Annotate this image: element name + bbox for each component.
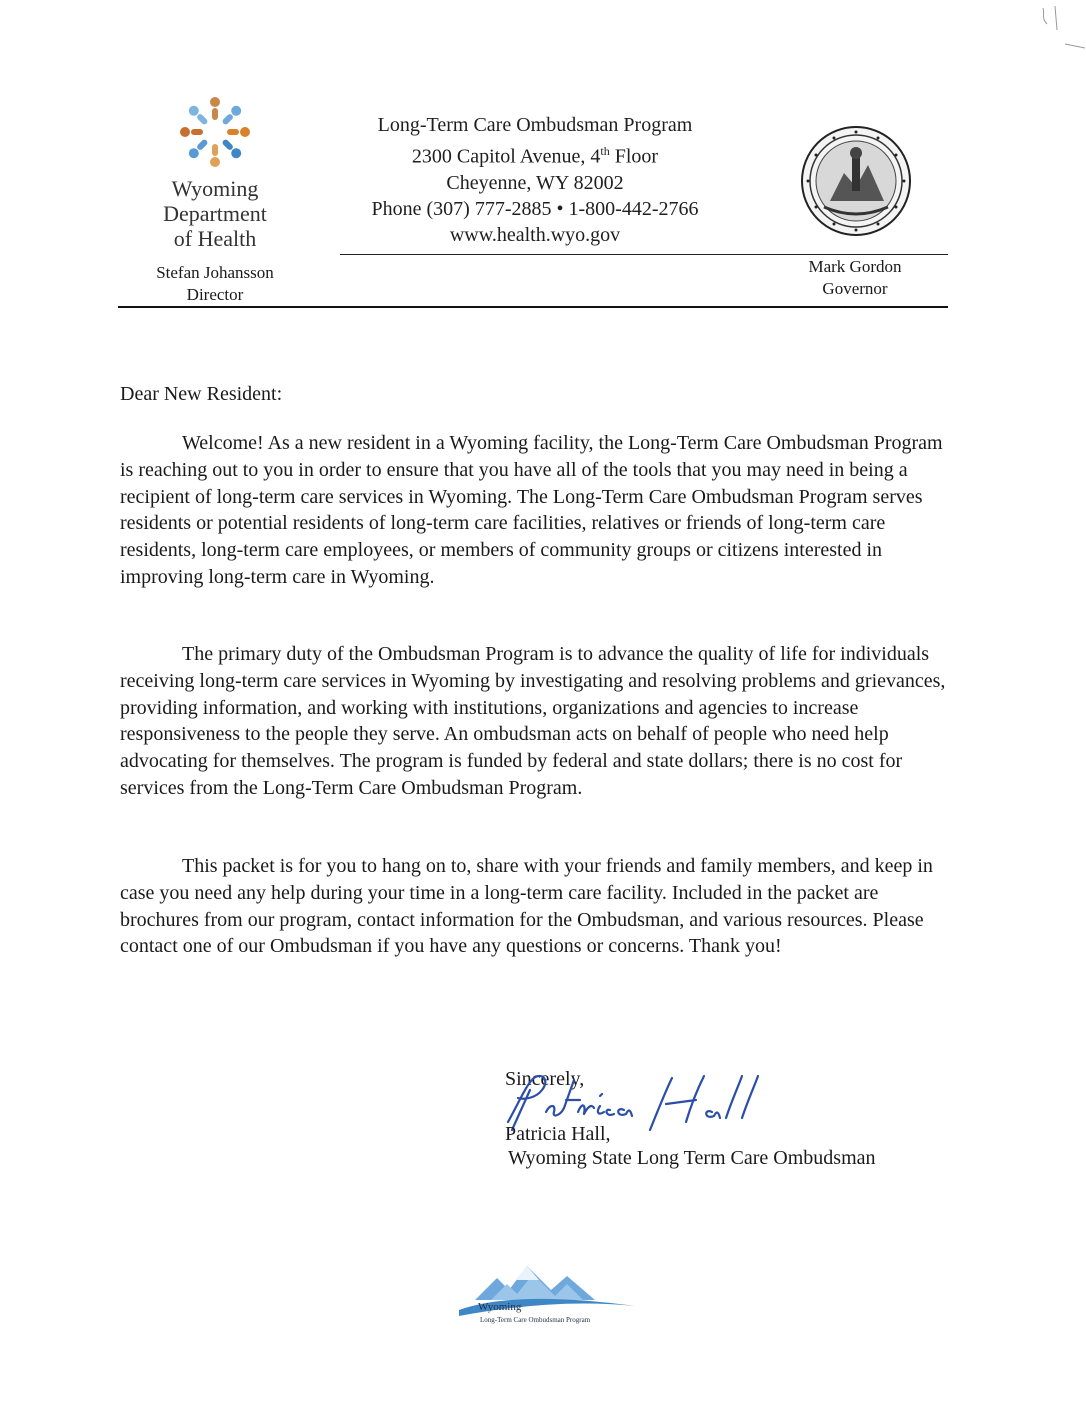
director-title: Director <box>186 285 244 304</box>
closing: Sincerely, <box>505 1068 585 1090</box>
signer-name: Patricia Hall, <box>505 1123 611 1145</box>
director-block <box>130 262 300 306</box>
program-website: www.health.wyo.gov <box>449 223 621 246</box>
footer-logo-word: Wyoming <box>478 1301 522 1313</box>
header-divider-top <box>340 254 948 255</box>
header-divider-bottom <box>118 306 948 308</box>
governor-block <box>780 256 930 300</box>
signer-title: Wyoming State Long Term Care Ombudsman <box>508 1147 876 1169</box>
program-address: 2300 Capitol Avenue, 4th Floor <box>411 144 659 168</box>
salutation: Dear New Resident: <box>120 383 283 405</box>
program-name: Long-Term Care Ombudsman Program <box>377 114 693 136</box>
body-paragraph-1: Welcome! As a new resident in a Wyoming facility, the Long-Term Care Ombudsman Program is reaching out to you in order to ensure that you have all of the tools that you may need in being a recipient of long-term care services in Wyoming. The Long-Term Care Ombudsman Program serves residents or potential residents of long-term care facilities, relatives or friends of long-term care residents, long-term care employees, or members of community groups or citizens interested in improving long-term care in Wyoming. <box>120 432 943 588</box>
director-name: Stefan Johansson <box>156 263 274 282</box>
program-city: Cheyenne, WY 82002 <box>446 171 624 194</box>
body-paragraph-2: The primary duty of the Ombudsman Program is to advance the quality of life for individuals receiving long-term care services in Wyoming by investigating and resolving problems and grievances, providing information, and working with institutions, organizations and agencies to increase responsiveness to the people they serve. An ombudsman acts on behalf of people who need help advocating for themselves. The program is funded by federal and state dollars; there is no cost for services from the Long-Term Care Ombudsman Program. <box>120 643 946 799</box>
program-address-block <box>340 112 730 248</box>
program-phone: Phone (307) 777-2885 • 1-800-442-2766 <box>371 197 699 220</box>
governor-name: Mark Gordon <box>808 257 902 276</box>
body-paragraph-3: This packet is for you to hang on to, share with your friends and family members, and keep in case you need any help during your time in a long-term care facility. Included in the packet are brochures from our program, contact information for the Ombudsman, and various resources. Please contact one of our Ombudsman if you have any questions or concerns. Thank you! <box>120 855 933 958</box>
footer-logo-subtitle: Long-Term Care Ombudsman Program <box>480 1316 591 1324</box>
wdh-logo <box>150 92 280 251</box>
state-seal-icon <box>800 125 912 237</box>
scan-mark <box>1035 0 1086 70</box>
governor-title: Governor <box>822 279 888 298</box>
agency-name: Wyoming Department of Health <box>163 176 267 251</box>
people-circle-icon <box>175 92 255 172</box>
